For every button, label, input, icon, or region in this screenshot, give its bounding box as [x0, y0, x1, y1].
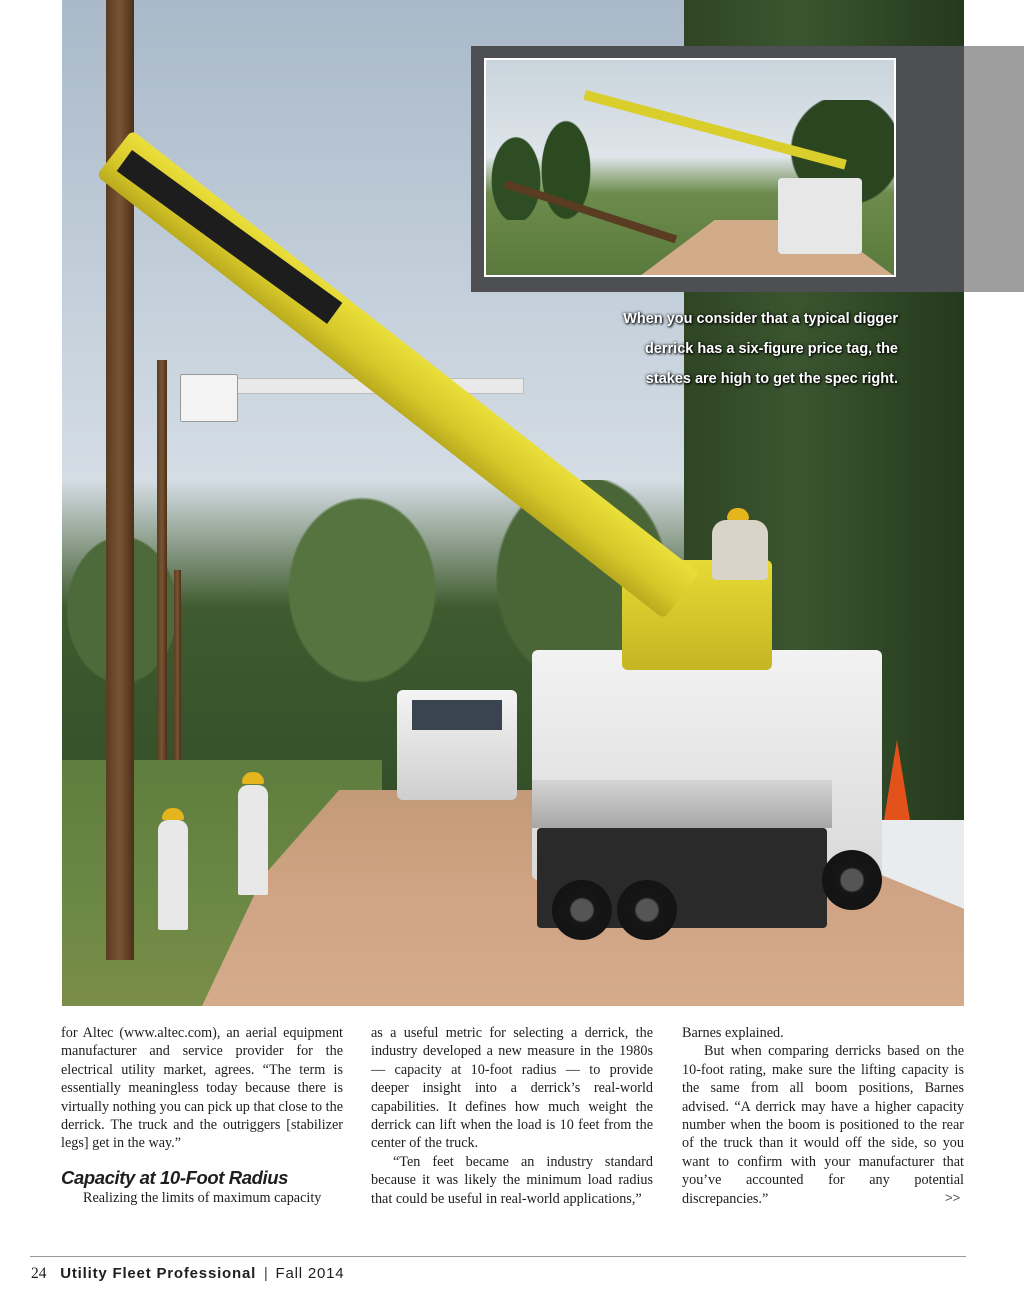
hard-hat: [242, 772, 264, 784]
derrick-operator: [712, 520, 768, 580]
lineman: [158, 820, 188, 930]
text-column-1: [61, 1024, 343, 1207]
page-footer: [31, 1265, 344, 1283]
caption-line: derrick has a six-figure price tag, the: [644, 341, 898, 357]
body-paragraph: But when comparing derricks based on the 10-foot rating, make sure the lifting capacity is the same from all boom positions, Barnes advised. “A derrick may have a higher capacity number when the boom is positioned to the rear of the truck than it would off the side, so you want to confirm with your manufacturer that you’ve accounted for any potential discrepancies.”: [682, 1043, 964, 1207]
lineman: [238, 785, 268, 895]
hard-hat: [162, 808, 184, 820]
continued-arrow: >>: [945, 1190, 961, 1205]
section-subhead: Capacity at 10-Foot Radius: [61, 1166, 289, 1188]
page-number: 24: [31, 1265, 47, 1282]
body-paragraph: Realizing the limits of maximum capacity: [83, 1189, 322, 1206]
utility-pole: [157, 360, 167, 760]
hard-hat: [727, 508, 749, 520]
photo-caption: [578, 304, 898, 394]
truck-wheel: [822, 850, 882, 910]
text-column-2: [371, 1024, 653, 1208]
footer-separator: |: [263, 1265, 268, 1282]
body-paragraph: Barnes explained.: [682, 1025, 784, 1041]
aerial-bucket: [180, 374, 238, 422]
boom-inner-section: [117, 150, 343, 324]
issue-date: Fall 2014: [275, 1265, 345, 1282]
inset-photo: [484, 58, 896, 277]
text-column-3: [682, 1024, 964, 1208]
truck-windshield: [412, 700, 502, 730]
body-paragraph: as a useful metric for selecting a derrick, the industry developed a new measure in the 1980s — capacity at 10-foot radius — to provide deeper insight into a derrick’s real-world capabilities. It defines how much weight the derrick can lift when the load is 10 feet from the center of the truck.: [371, 1025, 653, 1152]
body-paragraph: for Altec (www.altec.com), an aerial equipment manufacturer and service provider for the electrical utility market, agrees. “The term is essentially meaningless today because there is virtually nothing you can pick up that close to the derrick. The truck and the outriggers [stabilizer legs] get in the way.”: [61, 1025, 343, 1152]
body-paragraph: “Ten feet became an industry standard because it was likely the minimum load radius that could be useful in real-world applications,”: [371, 1153, 653, 1207]
page-edge-tab: [964, 46, 1024, 292]
caption-line: stakes are high to get the spec right.: [645, 371, 898, 387]
truck-wheel: [552, 880, 612, 940]
inset-truck: [778, 178, 862, 254]
utility-pole: [174, 570, 181, 760]
truck-wheel: [617, 880, 677, 940]
caption-line: When you consider that a typical digger: [623, 311, 898, 327]
traffic-cone: [884, 740, 910, 820]
footer-rule: [30, 1256, 966, 1257]
truck-bed: [532, 780, 832, 828]
magazine-title: Utility Fleet Professional: [60, 1265, 257, 1282]
